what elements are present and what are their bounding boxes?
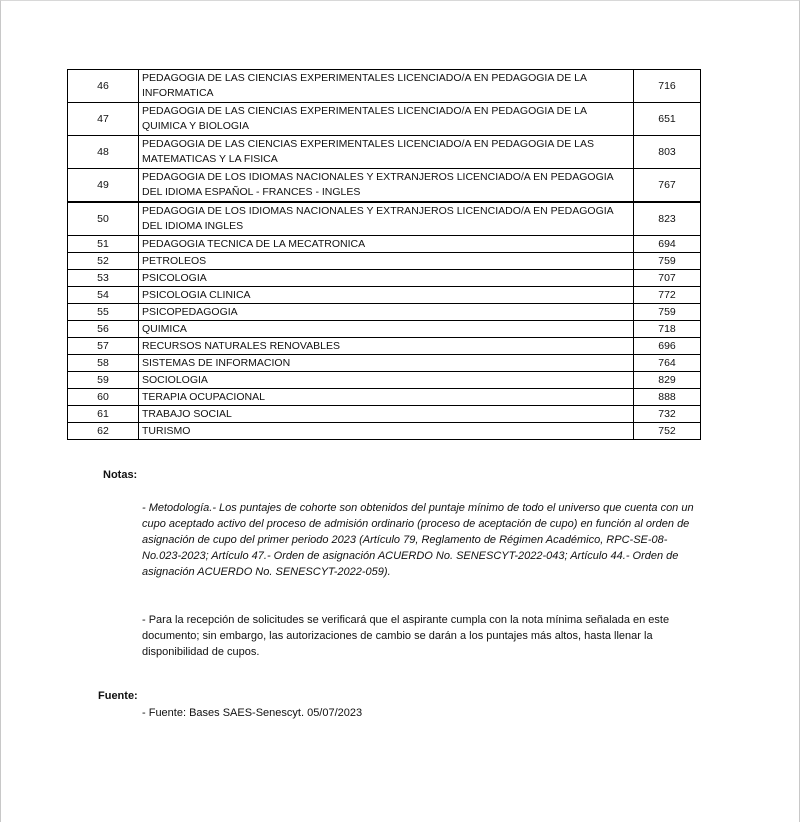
program-name: TURISMO <box>139 423 634 440</box>
cohort-score: 732 <box>634 406 701 423</box>
cohort-score: 759 <box>634 253 701 270</box>
program-name: RECURSOS NATURALES RENOVABLES <box>139 338 634 355</box>
cohort-score: 764 <box>634 355 701 372</box>
table-row <box>68 70 701 103</box>
table-row <box>68 389 701 406</box>
table-body <box>68 70 701 440</box>
row-number: 56 <box>68 321 139 338</box>
row-number: 59 <box>68 372 139 389</box>
source-text: - Fuente: Bases SAES-Senescyt. 05/07/2023 <box>142 707 363 719</box>
row-number: 60 <box>68 389 139 406</box>
program-name: PEDAGOGIA DE LAS CIENCIAS EXPERIMENTALES LICENCIADO/A EN PEDAGOGIA DE LAS MATEMATICAS Y LA FISICA <box>139 136 634 169</box>
table-row <box>68 321 701 338</box>
cohort-score: 888 <box>634 389 701 406</box>
cohort-score: 696 <box>634 338 701 355</box>
program-name: TERAPIA OCUPACIONAL <box>139 389 634 406</box>
methodology-note: - Metodología.- Los puntajes de cohorte son obtenidos del puntaje mínimo de todo el universo que cuenta con un cupo aceptado activo del proceso de admisión ordinario (proceso de aceptación de cupo) en función al orden de asignación de cupo del primer periodo 2023 (Artículo 79, Reglamento de Régimen Académico, RPC-SE-08-No.023-2023; Artículo 47.- Orden de asignación ACUERDO No. SENESCYT-2022-043; Artículo 44.- Orden de asignación ACUERDO No. SENESCYT-2022-059). <box>142 502 694 578</box>
row-number: 58 <box>68 355 139 372</box>
row-number: 57 <box>68 338 139 355</box>
reception-note: - Para la recepción de solicitudes se verificará que el aspirante cumpla con la nota mínima señalada en este documento; sin embargo, las autorizaciones de cambio se darán a los puntajes más altos, hasta llenar la disponibilidad de cupos. <box>142 614 670 658</box>
program-name: PEDAGOGIA DE LAS CIENCIAS EXPERIMENTALES LICENCIADO/A EN PEDAGOGIA DE LA QUIMICA Y BIOLOGIA <box>139 103 634 136</box>
row-number: 49 <box>68 169 139 203</box>
table-row <box>68 136 701 169</box>
table-row <box>68 253 701 270</box>
table-row <box>68 169 701 203</box>
program-name: PEDAGOGIA DE LAS CIENCIAS EXPERIMENTALES LICENCIADO/A EN PEDAGOGIA DE LA INFORMATICA <box>139 70 634 103</box>
source-heading: Fuente: <box>98 690 138 702</box>
program-name: SOCIOLOGIA <box>139 372 634 389</box>
table-row <box>68 406 701 423</box>
program-name: SISTEMAS DE INFORMACION <box>139 355 634 372</box>
program-name: QUIMICA <box>139 321 634 338</box>
table-row <box>68 287 701 304</box>
row-number: 48 <box>68 136 139 169</box>
table-row <box>68 270 701 287</box>
program-name: PSICOLOGIA <box>139 270 634 287</box>
program-name: PSICOPEDAGOGIA <box>139 304 634 321</box>
row-number: 52 <box>68 253 139 270</box>
program-name: PEDAGOGIA DE LOS IDIOMAS NACIONALES Y EXTRANJEROS LICENCIADO/A EN PEDAGOGIA DEL IDIOMA INGLES <box>139 202 634 236</box>
row-number: 53 <box>68 270 139 287</box>
table-row <box>68 103 701 136</box>
cohort-score: 759 <box>634 304 701 321</box>
cohort-score: 716 <box>634 70 701 103</box>
cohort-scores-table <box>67 69 701 440</box>
program-name: PETROLEOS <box>139 253 634 270</box>
table-row <box>68 304 701 321</box>
cohort-score: 767 <box>634 169 701 203</box>
row-number: 51 <box>68 236 139 253</box>
program-name: PSICOLOGIA CLINICA <box>139 287 634 304</box>
row-number: 46 <box>68 70 139 103</box>
cohort-score: 707 <box>634 270 701 287</box>
notes-heading: Notas: <box>103 469 138 481</box>
table-row <box>68 423 701 440</box>
row-number: 62 <box>68 423 139 440</box>
cohort-score: 829 <box>634 372 701 389</box>
table-row <box>68 372 701 389</box>
cohort-score: 823 <box>634 202 701 236</box>
row-number: 55 <box>68 304 139 321</box>
row-number: 50 <box>68 202 139 236</box>
program-name: PEDAGOGIA TECNICA DE LA MECATRONICA <box>139 236 634 253</box>
cohort-score: 651 <box>634 103 701 136</box>
row-number: 61 <box>68 406 139 423</box>
table-row <box>68 202 701 236</box>
program-name: PEDAGOGIA DE LOS IDIOMAS NACIONALES Y EXTRANJEROS LICENCIADO/A EN PEDAGOGIA DEL IDIOMA ESPAÑOL - FRANCES - INGLES <box>139 169 634 203</box>
row-number: 47 <box>68 103 139 136</box>
program-name: TRABAJO SOCIAL <box>139 406 634 423</box>
row-number: 54 <box>68 287 139 304</box>
cohort-score: 718 <box>634 321 701 338</box>
table-row <box>68 355 701 372</box>
cohort-score: 752 <box>634 423 701 440</box>
table-row <box>68 338 701 355</box>
table-row <box>68 236 701 253</box>
cohort-score: 694 <box>634 236 701 253</box>
cohort-score: 803 <box>634 136 701 169</box>
cohort-score: 772 <box>634 287 701 304</box>
